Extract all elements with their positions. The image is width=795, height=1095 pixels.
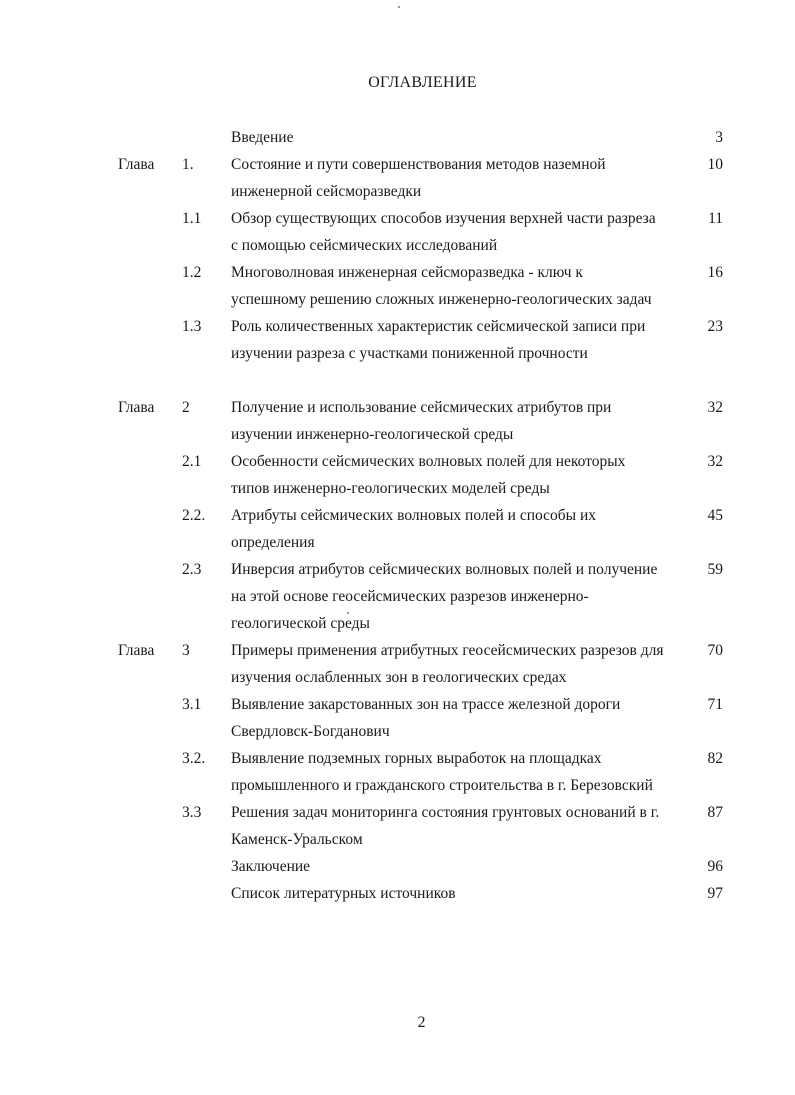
entry-title-line: определения bbox=[231, 534, 315, 551]
page-number: 2 bbox=[417, 1014, 426, 1031]
section-number: 3.1 bbox=[182, 696, 202, 713]
toc-title: ОГЛАВЛЕНИЕ bbox=[368, 74, 477, 91]
entry-title-line: успешному решению сложных инженерно-геологических задач bbox=[231, 291, 652, 308]
section-number: 1.3 bbox=[182, 318, 202, 335]
entry-title-line: Список литературных источников bbox=[231, 885, 456, 902]
section-number: 3.2. bbox=[182, 750, 206, 767]
entry-title-line: инженерной сейсморазведки bbox=[231, 183, 422, 200]
chapter-label: Глава bbox=[118, 156, 155, 173]
entry-title-line: с помощью сейсмических исследований bbox=[231, 237, 498, 254]
entry-title-line: Состояние и пути совершенствования методов наземной bbox=[231, 156, 606, 173]
entry-title-line: Решения задач мониторинга состояния грунтовых оснований в г. bbox=[231, 804, 660, 821]
entry-page-number: 96 bbox=[707, 858, 723, 875]
entry-title-line: изучении разреза с участками пониженной прочности bbox=[231, 345, 588, 362]
entry-page-number: 97 bbox=[707, 885, 723, 902]
entry-page-number: 32 bbox=[707, 453, 723, 470]
entry-page-number: 32 bbox=[707, 399, 723, 416]
chapter-label: Глава bbox=[118, 642, 155, 659]
entry-page-number: 10 bbox=[707, 156, 723, 173]
entry-title-line: Выявление подземных горных выработок на площадках bbox=[231, 750, 602, 767]
entry-page-number: 23 bbox=[707, 318, 723, 335]
entry-title-line: на этой основе геосейсмических разрезов инженерно- bbox=[231, 588, 589, 605]
entry-page-number: 71 bbox=[707, 696, 723, 713]
entry-title-line: Особенности сейсмических волновых полей для некоторых bbox=[231, 453, 626, 470]
entry-page-number: 16 bbox=[707, 264, 723, 281]
section-number: 3 bbox=[182, 642, 190, 659]
entry-title-line: Атрибуты сейсмических волновых полей и способы их bbox=[231, 507, 597, 524]
entry-title-line: Свердловск-Богданович bbox=[231, 723, 390, 740]
entry-title-line: промышленного и гражданского строительства в г. Березовский bbox=[231, 777, 653, 794]
entry-page-number: 82 bbox=[707, 750, 723, 767]
entry-title-line: Роль количественных характеристик сейсмической записи при bbox=[231, 318, 646, 335]
chapter-label: Глава bbox=[118, 399, 155, 416]
entry-page-number: 59 bbox=[707, 561, 723, 578]
entry-title-line: типов инженерно-геологических моделей среды bbox=[231, 480, 550, 497]
entry-title-line: Обзор существующих способов изучения верхней части разреза bbox=[231, 210, 656, 227]
entry-title-line: Заключение bbox=[231, 858, 311, 875]
entry-title-line: Введение bbox=[231, 129, 294, 146]
entry-page-number: 11 bbox=[708, 210, 723, 227]
entry-page-number: 45 bbox=[707, 507, 723, 524]
entry-page-number: 3 bbox=[715, 129, 723, 146]
entry-page-number: 70 bbox=[707, 642, 723, 659]
scan-speck bbox=[398, 6, 400, 8]
section-number: 1. bbox=[182, 156, 194, 173]
section-number: 1.1 bbox=[182, 210, 202, 227]
entry-title-line: геологической среды bbox=[231, 615, 370, 632]
section-number: 2 bbox=[182, 399, 190, 416]
section-number: 2.2. bbox=[182, 507, 206, 524]
entry-title-line: изучения ослабленных зон в геологических средах bbox=[231, 669, 567, 686]
entry-title-line: Получение и использование сейсмических атрибутов при bbox=[231, 399, 612, 416]
entry-page-number: 87 bbox=[707, 804, 723, 821]
section-number: 2.3 bbox=[182, 561, 202, 578]
entry-title-line: Выявление закарстованных зон на трассе железной дороги bbox=[231, 696, 621, 713]
section-number: 2.1 bbox=[182, 453, 202, 470]
section-number: 3.3 bbox=[182, 804, 202, 821]
entry-title-line: изучении инженерно-геологической среды bbox=[231, 426, 514, 443]
entry-title-line: Многоволновая инженерная сейсморазведка - ключ к bbox=[231, 264, 583, 281]
section-number: 1.2 bbox=[182, 264, 202, 281]
entry-title-line: Каменск-Уральском bbox=[231, 831, 363, 848]
entry-title-line: Инверсия атрибутов сейсмических волновых полей и получение bbox=[231, 561, 658, 578]
entry-title-line: Примеры применения атрибутных геосейсмических разрезов для bbox=[231, 642, 664, 659]
